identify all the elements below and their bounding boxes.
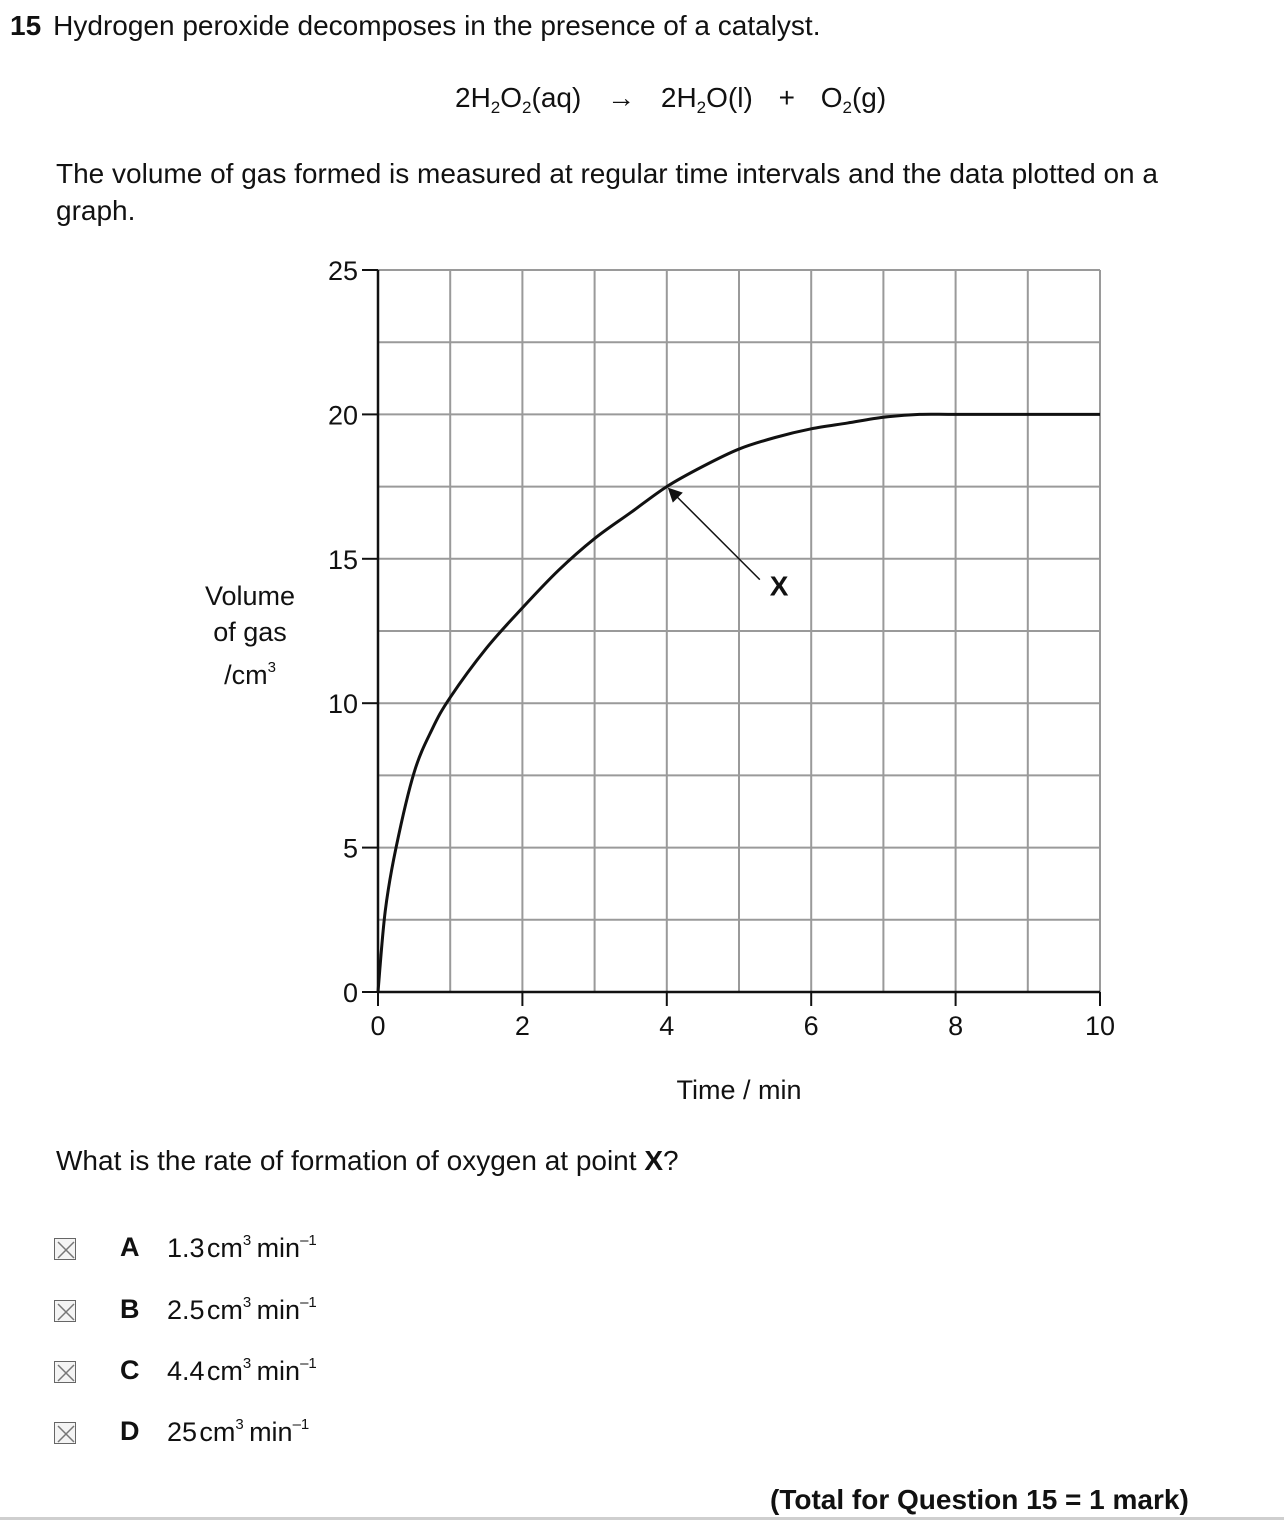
point-x-annotation — [668, 488, 789, 602]
option-c[interactable] — [0, 1353, 700, 1393]
eq-state: (aq) — [531, 82, 582, 113]
option-value: 2.5 $cm^3$ $\min^{-1}$ — [167, 1294, 317, 1325]
question-prompt — [56, 1145, 679, 1177]
y-tick-label: 0 — [342, 978, 358, 1008]
y-ticks — [328, 256, 378, 1008]
prompt-suffix: ? — [663, 1145, 679, 1176]
option-value: 1.3 $cm^3$ $\min^{-1}$ — [167, 1232, 317, 1263]
total-marks: (Total for Question 15 = 1 mark) — [770, 1484, 1189, 1515]
eq-plus: + — [778, 82, 795, 113]
eq-sub: 2 — [842, 98, 852, 117]
checkbox-icon[interactable] — [54, 1238, 76, 1260]
option-d[interactable] — [0, 1414, 700, 1454]
x-tick-label: 10 — [1084, 1011, 1116, 1041]
option-value: 25 $cm^3$ $\min^{-1}$ — [167, 1416, 310, 1447]
option-a[interactable] — [0, 1230, 700, 1270]
x-tick-label: 2 — [514, 1011, 530, 1041]
y-tick-label: 20 — [327, 400, 358, 431]
option-letter: A — [120, 1232, 140, 1262]
eq-sub: 2 — [490, 98, 501, 117]
option-letter: D — [120, 1416, 140, 1446]
question-text: Hydrogen peroxide decomposes in the presence of a catalyst. — [53, 10, 821, 41]
option-value: 4.4 $cm^3$ $\min^{-1}$ — [167, 1355, 317, 1386]
intro-text: The volume of gas formed is measured at regular time intervals and the data plotted on a graph. — [56, 158, 1158, 226]
x-tick-label: 0 — [370, 1011, 386, 1041]
eq-product1-rest: O(l) — [706, 82, 753, 113]
y-tick-label: 25 — [327, 256, 358, 286]
x-ticks — [370, 992, 1115, 1041]
x-tick-label: 6 — [803, 1011, 819, 1041]
y-label-line: of gas — [213, 617, 287, 647]
option-letter: B — [120, 1294, 140, 1324]
eq-product1: 2H — [660, 82, 697, 113]
y-tick-label: 15 — [327, 544, 358, 575]
checkbox-icon[interactable] — [54, 1300, 76, 1322]
y-label-line: Volume — [204, 581, 296, 611]
eq-arrow: → — [607, 82, 636, 113]
eq-reactant-o: O — [500, 82, 523, 113]
eq-sub: 2 — [522, 98, 532, 117]
prompt-text: What is the rate of formation of oxygen at point — [56, 1145, 645, 1176]
y-label-line: $/cm^3$ — [224, 659, 276, 690]
eq-reactant-h: 2H — [455, 82, 491, 113]
checkbox-icon[interactable] — [54, 1422, 76, 1444]
eq-state: (g) — [851, 82, 887, 113]
footer-divider — [0, 1517, 1284, 1520]
prompt-point: X — [644, 1145, 664, 1176]
y-tick-label: 5 — [342, 833, 358, 864]
chart-grid — [378, 270, 1100, 992]
eq-sub: 2 — [696, 98, 707, 117]
x-axis-label: Time / min — [676, 1075, 802, 1105]
option-b[interactable] — [0, 1292, 700, 1332]
annotation-label-x: X — [769, 570, 789, 602]
eq-product2: O — [820, 82, 843, 113]
x-tick-label: 4 — [659, 1011, 675, 1041]
y-tick-label: 10 — [327, 689, 358, 720]
option-letter: C — [120, 1355, 140, 1385]
annotation-arrow-line — [673, 493, 760, 580]
question-number: 15 — [10, 10, 42, 41]
checkbox-icon[interactable] — [54, 1361, 76, 1383]
x-tick-label: 8 — [948, 1011, 964, 1041]
